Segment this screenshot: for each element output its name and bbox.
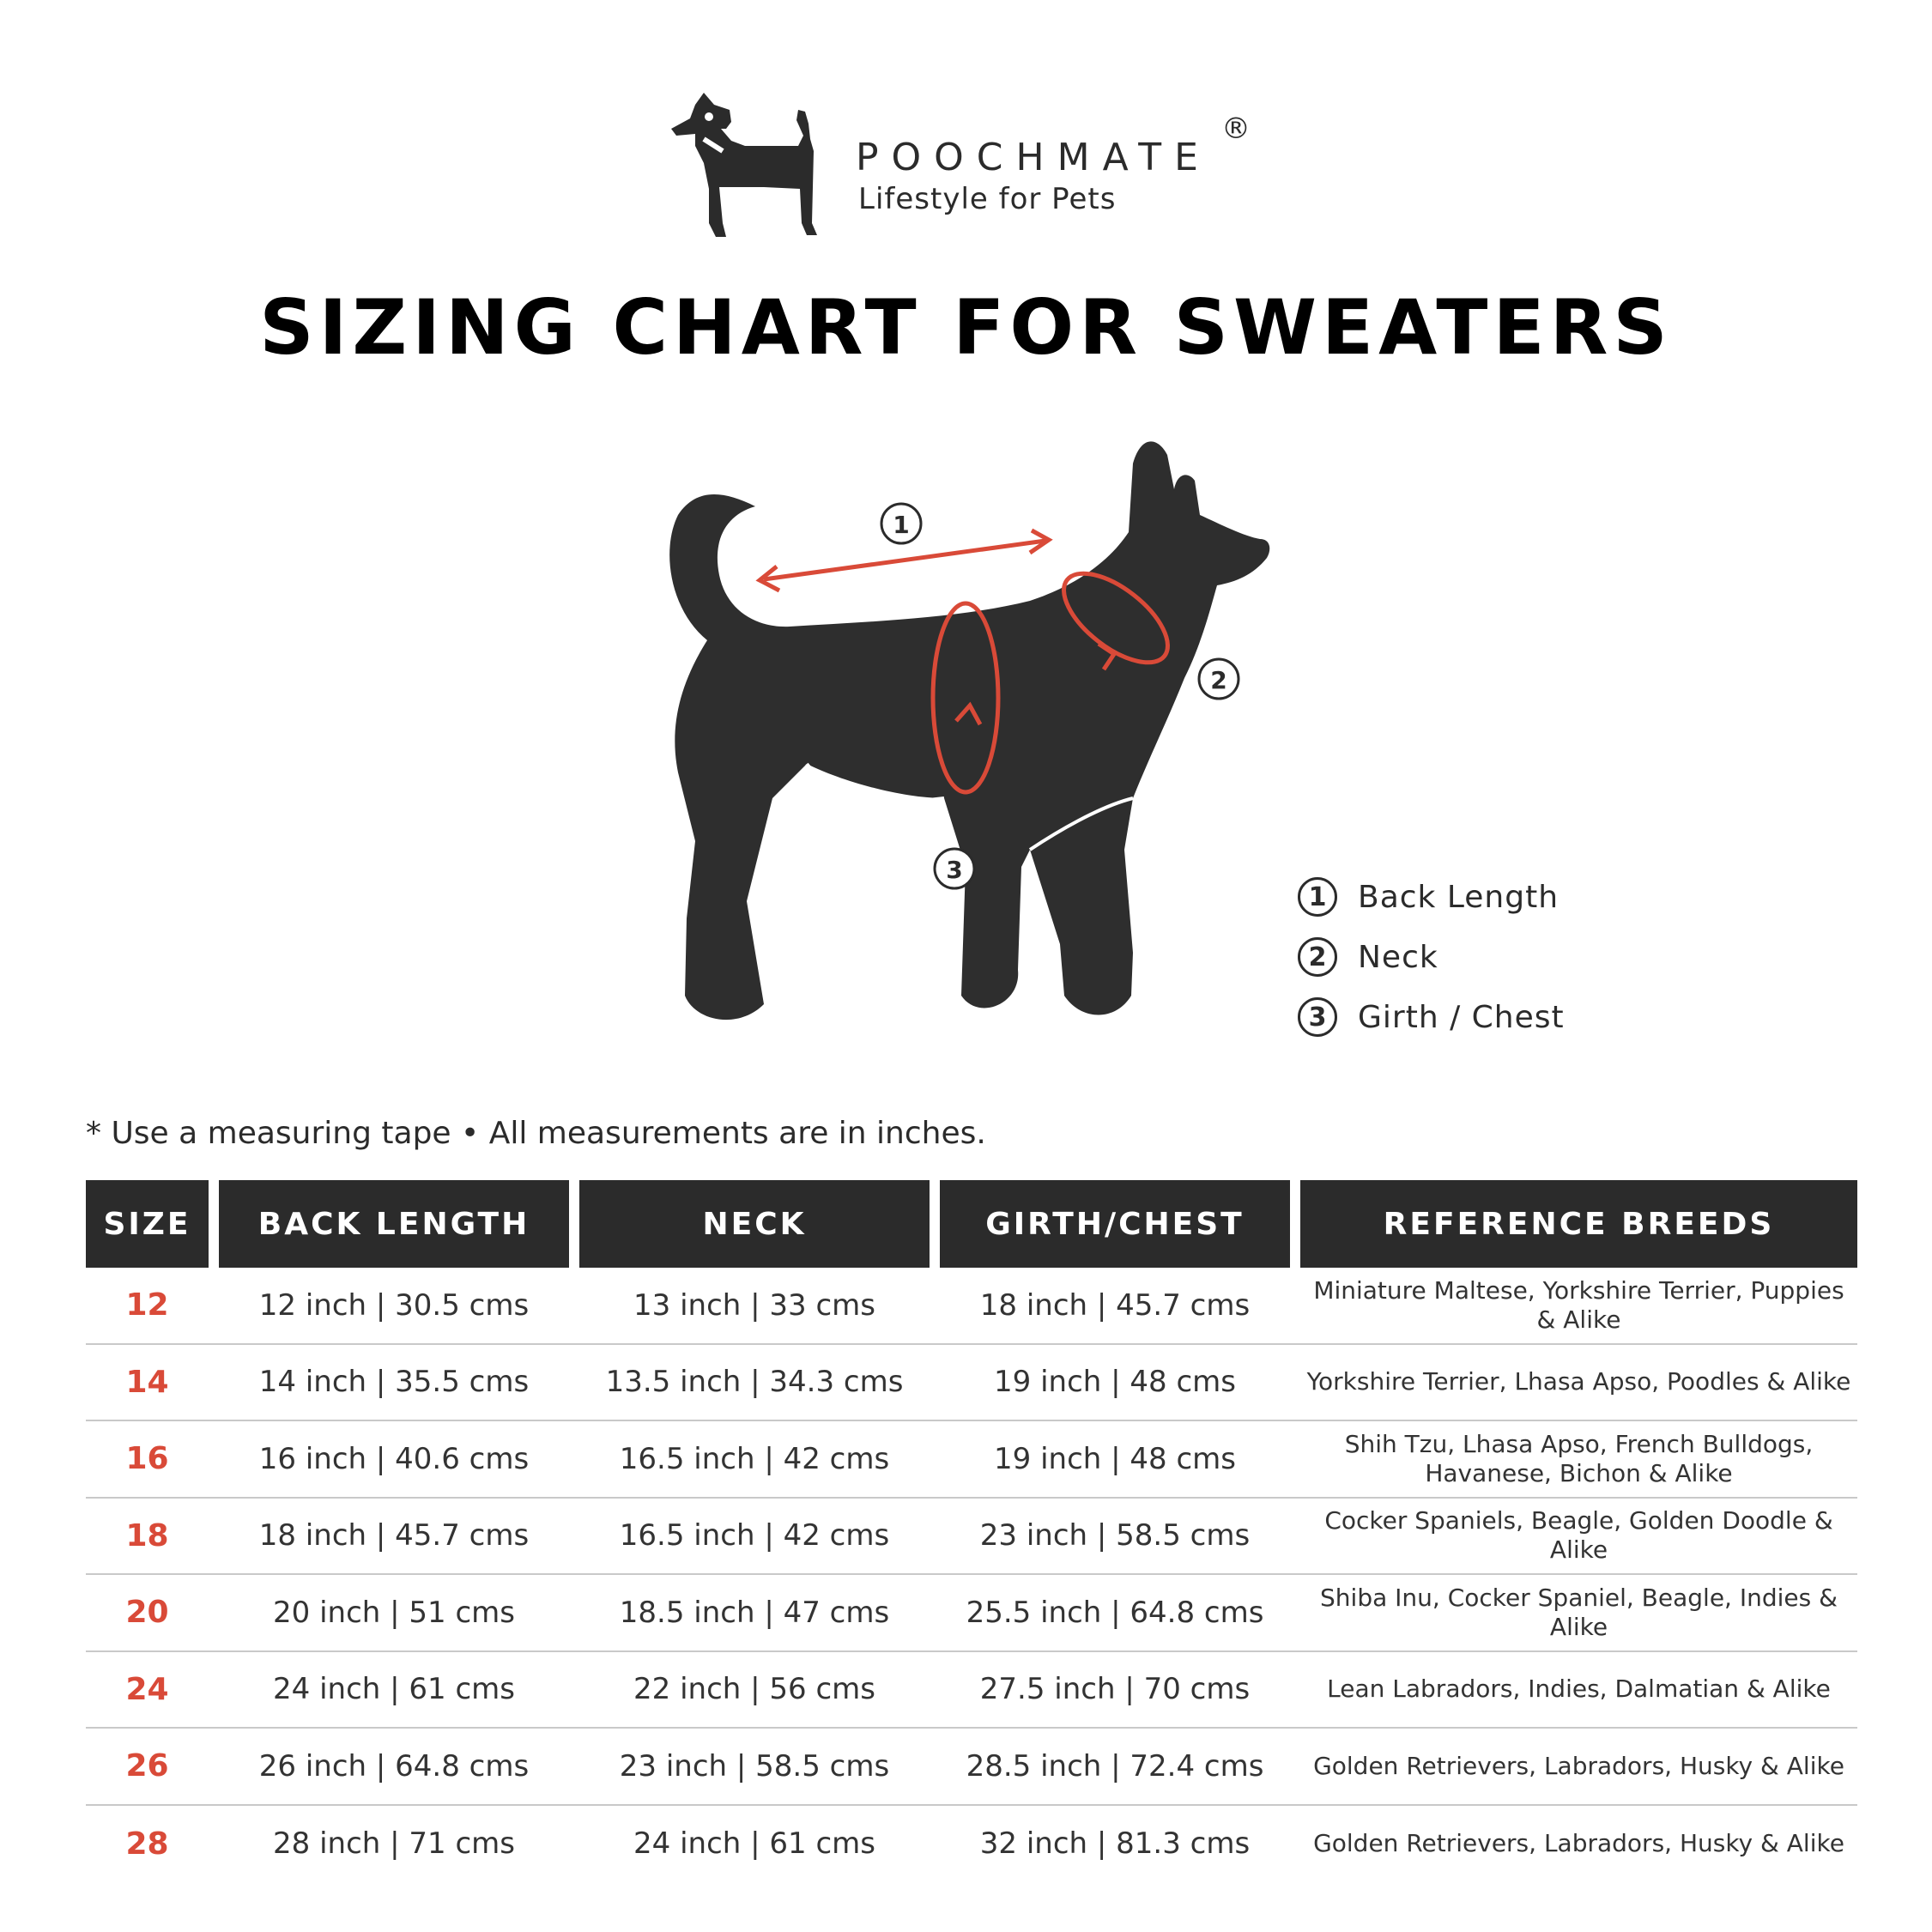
svg-text:3: 3 bbox=[946, 856, 963, 884]
svg-text:2: 2 bbox=[1210, 666, 1227, 694]
header-neck: NECK bbox=[579, 1180, 930, 1268]
size-cell: 12 bbox=[125, 1287, 169, 1323]
girth-chest-cell: 28.5 inch | 72.4 cms bbox=[966, 1748, 1264, 1784]
reference-breeds-cell: Yorkshire Terrier, Lhasa Apso, Poodles & Alike bbox=[1306, 1367, 1851, 1396]
table-row bbox=[86, 1652, 1857, 1729]
table-row bbox=[86, 1806, 1857, 1883]
neck-cell: 18.5 inch | 47 cms bbox=[619, 1595, 890, 1630]
reference-breeds-cell: Lean Labradors, Indies, Dalmatian & Alike bbox=[1327, 1675, 1831, 1704]
brand-name: POOCHMATE bbox=[856, 136, 1211, 179]
back-length-cell: 20 inch | 51 cms bbox=[273, 1595, 515, 1630]
legend-number: 3 bbox=[1298, 997, 1337, 1037]
marker-3 bbox=[935, 849, 974, 888]
back-length-cell: 16 inch | 40.6 cms bbox=[258, 1441, 530, 1476]
reference-breeds-cell: Miniature Maltese, Yorkshire Terrier, Puppies & Alike bbox=[1313, 1275, 1844, 1334]
legend-number: 2 bbox=[1298, 937, 1337, 977]
dog-silhouette bbox=[669, 441, 1269, 1020]
neck-cell: 16.5 inch | 42 cms bbox=[619, 1518, 890, 1553]
size-cell: 26 bbox=[125, 1748, 169, 1784]
back-length-cell: 28 inch | 71 cms bbox=[273, 1826, 515, 1862]
girth-chest-cell: 19 inch | 48 cms bbox=[994, 1365, 1236, 1400]
sizing-table bbox=[86, 1180, 1857, 1882]
table-header bbox=[86, 1180, 1857, 1268]
back-length-cell: 24 inch | 61 cms bbox=[273, 1672, 515, 1707]
header-reference-breeds: REFERENCE BREEDS bbox=[1300, 1180, 1857, 1268]
girth-chest-cell: 18 inch | 45.7 cms bbox=[979, 1287, 1251, 1323]
brand-tagline: Lifestyle for Pets bbox=[858, 182, 1117, 216]
legend-item-neck bbox=[1298, 927, 1565, 987]
dog-logo-icon bbox=[669, 86, 837, 240]
table-row bbox=[86, 1268, 1857, 1345]
legend-label: Neck bbox=[1358, 939, 1438, 975]
table-row bbox=[86, 1499, 1857, 1576]
table-body bbox=[86, 1268, 1857, 1882]
legend-label: Girth / Chest bbox=[1358, 999, 1565, 1035]
girth-chest-cell: 23 inch | 58.5 cms bbox=[979, 1518, 1251, 1553]
size-cell: 20 bbox=[125, 1595, 169, 1631]
girth-chest-cell: 19 inch | 48 cms bbox=[994, 1441, 1236, 1476]
neck-cell: 13 inch | 33 cms bbox=[633, 1287, 875, 1323]
neck-cell: 13.5 inch | 34.3 cms bbox=[605, 1365, 904, 1400]
legend-item-back-length bbox=[1298, 867, 1565, 927]
back-length-cell: 26 inch | 64.8 cms bbox=[258, 1748, 530, 1784]
back-length-cell: 12 inch | 30.5 cms bbox=[258, 1287, 530, 1323]
girth-chest-cell: 27.5 inch | 70 cms bbox=[979, 1672, 1251, 1707]
neck-cell: 24 inch | 61 cms bbox=[633, 1826, 875, 1862]
header-back-length: BACK LENGTH bbox=[219, 1180, 569, 1268]
marker-2 bbox=[1199, 659, 1239, 699]
header-size: SIZE bbox=[86, 1180, 209, 1268]
svg-text:1: 1 bbox=[893, 511, 910, 539]
girth-chest-cell: 32 inch | 81.3 cms bbox=[979, 1826, 1251, 1862]
reference-breeds-cell: Shiba Inu, Cocker Spaniel, Beagle, Indies & Alike bbox=[1320, 1583, 1838, 1641]
table-row bbox=[86, 1345, 1857, 1422]
header-girth-chest: GIRTH/CHEST bbox=[940, 1180, 1290, 1268]
reference-breeds-cell: Golden Retrievers, Labradors, Husky & Alike bbox=[1313, 1751, 1844, 1780]
size-cell: 18 bbox=[125, 1517, 169, 1553]
size-cell: 24 bbox=[125, 1671, 169, 1707]
measurement-note: * Use a measuring tape • All measurements are in inches. bbox=[86, 1116, 986, 1151]
neck-cell: 23 inch | 58.5 cms bbox=[619, 1748, 890, 1784]
reference-breeds-cell: Cocker Spaniels, Beagle, Golden Doodle & Alike bbox=[1324, 1506, 1833, 1565]
neck-cell: 22 inch | 56 cms bbox=[633, 1672, 875, 1707]
girth-chest-cell: 25.5 inch | 64.8 cms bbox=[966, 1595, 1264, 1630]
measurement-legend bbox=[1298, 867, 1565, 1047]
brand-logo bbox=[669, 86, 1270, 240]
back-length-cell: 14 inch | 35.5 cms bbox=[258, 1365, 530, 1400]
table-row bbox=[86, 1729, 1857, 1806]
size-cell: 14 bbox=[125, 1364, 169, 1400]
reference-breeds-cell: Shih Tzu, Lhasa Apso, French Bulldogs, Havanese, Bichon & Alike bbox=[1344, 1429, 1814, 1487]
page-title: SIZING CHART FOR SWEATERS bbox=[259, 283, 1673, 372]
legend-number: 1 bbox=[1298, 877, 1337, 917]
back-length-cell: 18 inch | 45.7 cms bbox=[258, 1518, 530, 1553]
size-cell: 16 bbox=[125, 1441, 169, 1477]
marker-1 bbox=[881, 504, 921, 543]
reference-breeds-cell: Golden Retrievers, Labradors, Husky & Alike bbox=[1313, 1829, 1844, 1858]
dog-measurement-illustration bbox=[618, 438, 1305, 1039]
registered-mark: ® bbox=[1221, 112, 1251, 146]
legend-item-girth-chest bbox=[1298, 987, 1565, 1047]
table-row bbox=[86, 1421, 1857, 1499]
neck-cell: 16.5 inch | 42 cms bbox=[619, 1441, 890, 1476]
size-cell: 28 bbox=[125, 1826, 169, 1862]
table-row bbox=[86, 1575, 1857, 1652]
legend-label: Back Length bbox=[1358, 879, 1560, 915]
